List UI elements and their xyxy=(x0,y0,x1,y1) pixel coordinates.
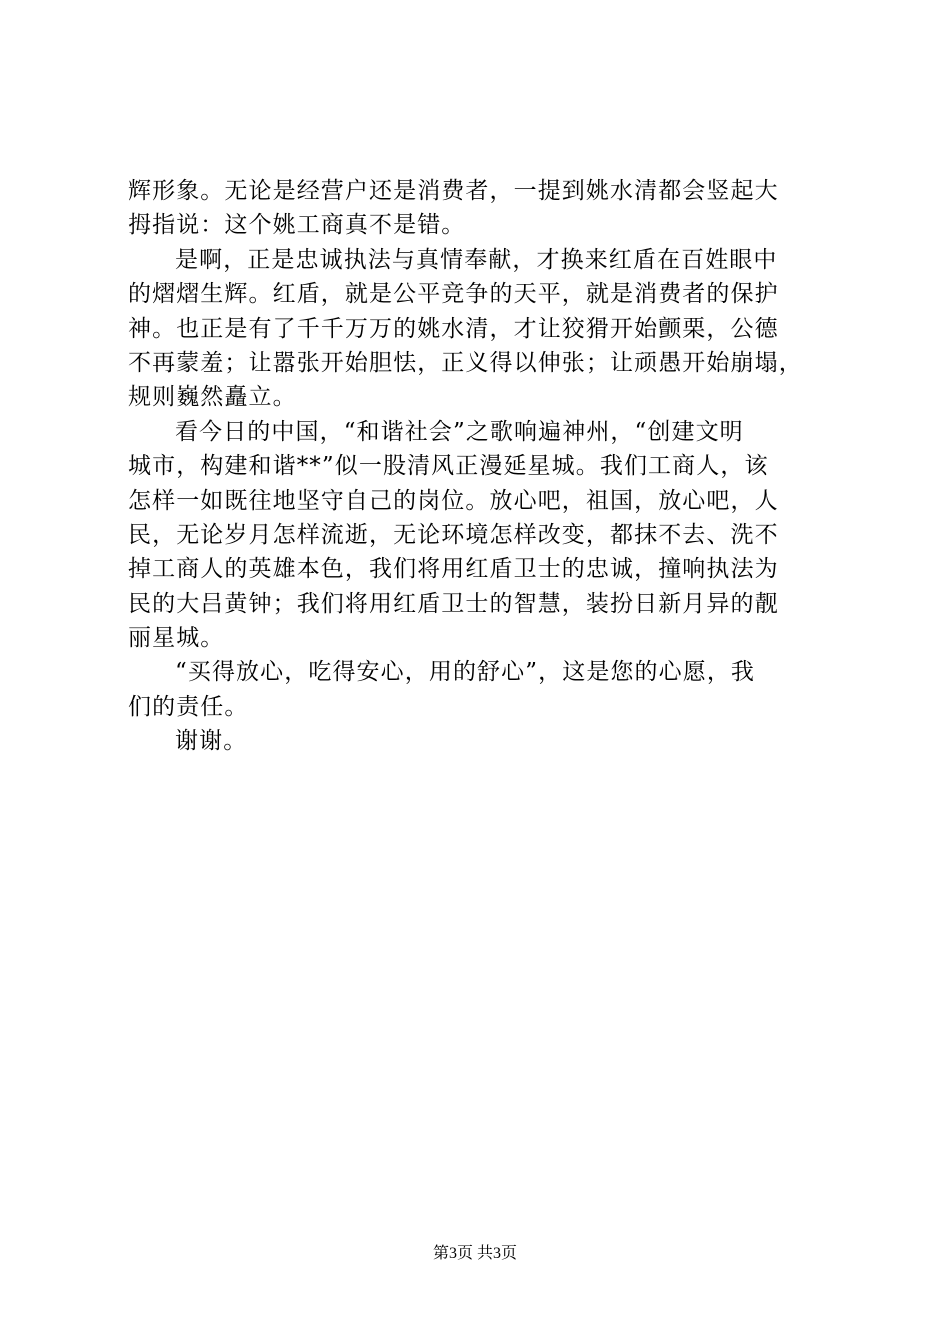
text-line: 拇指说：这个姚工商真不是错。 xyxy=(128,212,466,239)
text-line: 怎样一如既往地坚守自己的岗位。放心吧，祖国，放心吧，人 xyxy=(128,487,779,514)
text-line: 民的大吕黄钟；我们将用红盾卫士的智慧，装扮日新月异的靓 xyxy=(128,590,779,617)
text-line: 不再蒙羞；让嚣张开始胆怯，正义得以伸张；让顽愚开始崩塌， xyxy=(128,349,803,376)
closing-line: 谢谢。 xyxy=(175,728,248,755)
text-line: 的熠熠生辉。红盾，就是公平竞争的天平，就是消费者的保护 xyxy=(128,281,779,308)
page-number-footer: 第3页 共3页 xyxy=(432,1245,517,1262)
text-line: 们的责任。 xyxy=(128,693,249,720)
text-line: 掉工商人的英雄本色，我们将用红盾卫士的忠诚，撞响执法为 xyxy=(128,556,779,583)
text-line: 神。也正是有了千千万万的姚水清，才让狡猾开始颤栗，公德 xyxy=(128,315,779,342)
text-line: 民，无论岁月怎样流逝，无论环境怎样改变，都抹不去、洗不 xyxy=(128,521,779,548)
paragraph-start-line: “买得放心，吃得安心，用的舒心”，这是您的心愿，我 xyxy=(175,659,756,686)
paragraph-start-line: 是啊，正是忠诚执法与真情奉献，才换来红盾在百姓眼中 xyxy=(175,246,778,273)
paragraph-start-line: 看今日的中国，“和谐社会”之歌响遍神州，“创建文明 xyxy=(175,418,744,445)
text-line: 城市，构建和谐**”似一股清风正漫延星城。我们工商人，该 xyxy=(128,453,769,480)
text-line: 丽星城。 xyxy=(128,625,225,652)
text-line: 规则巍然矗立。 xyxy=(128,384,297,411)
text-line: 辉形象。无论是经营户还是消费者，一提到姚水清都会竖起大 xyxy=(128,178,779,204)
document-body xyxy=(128,174,838,759)
